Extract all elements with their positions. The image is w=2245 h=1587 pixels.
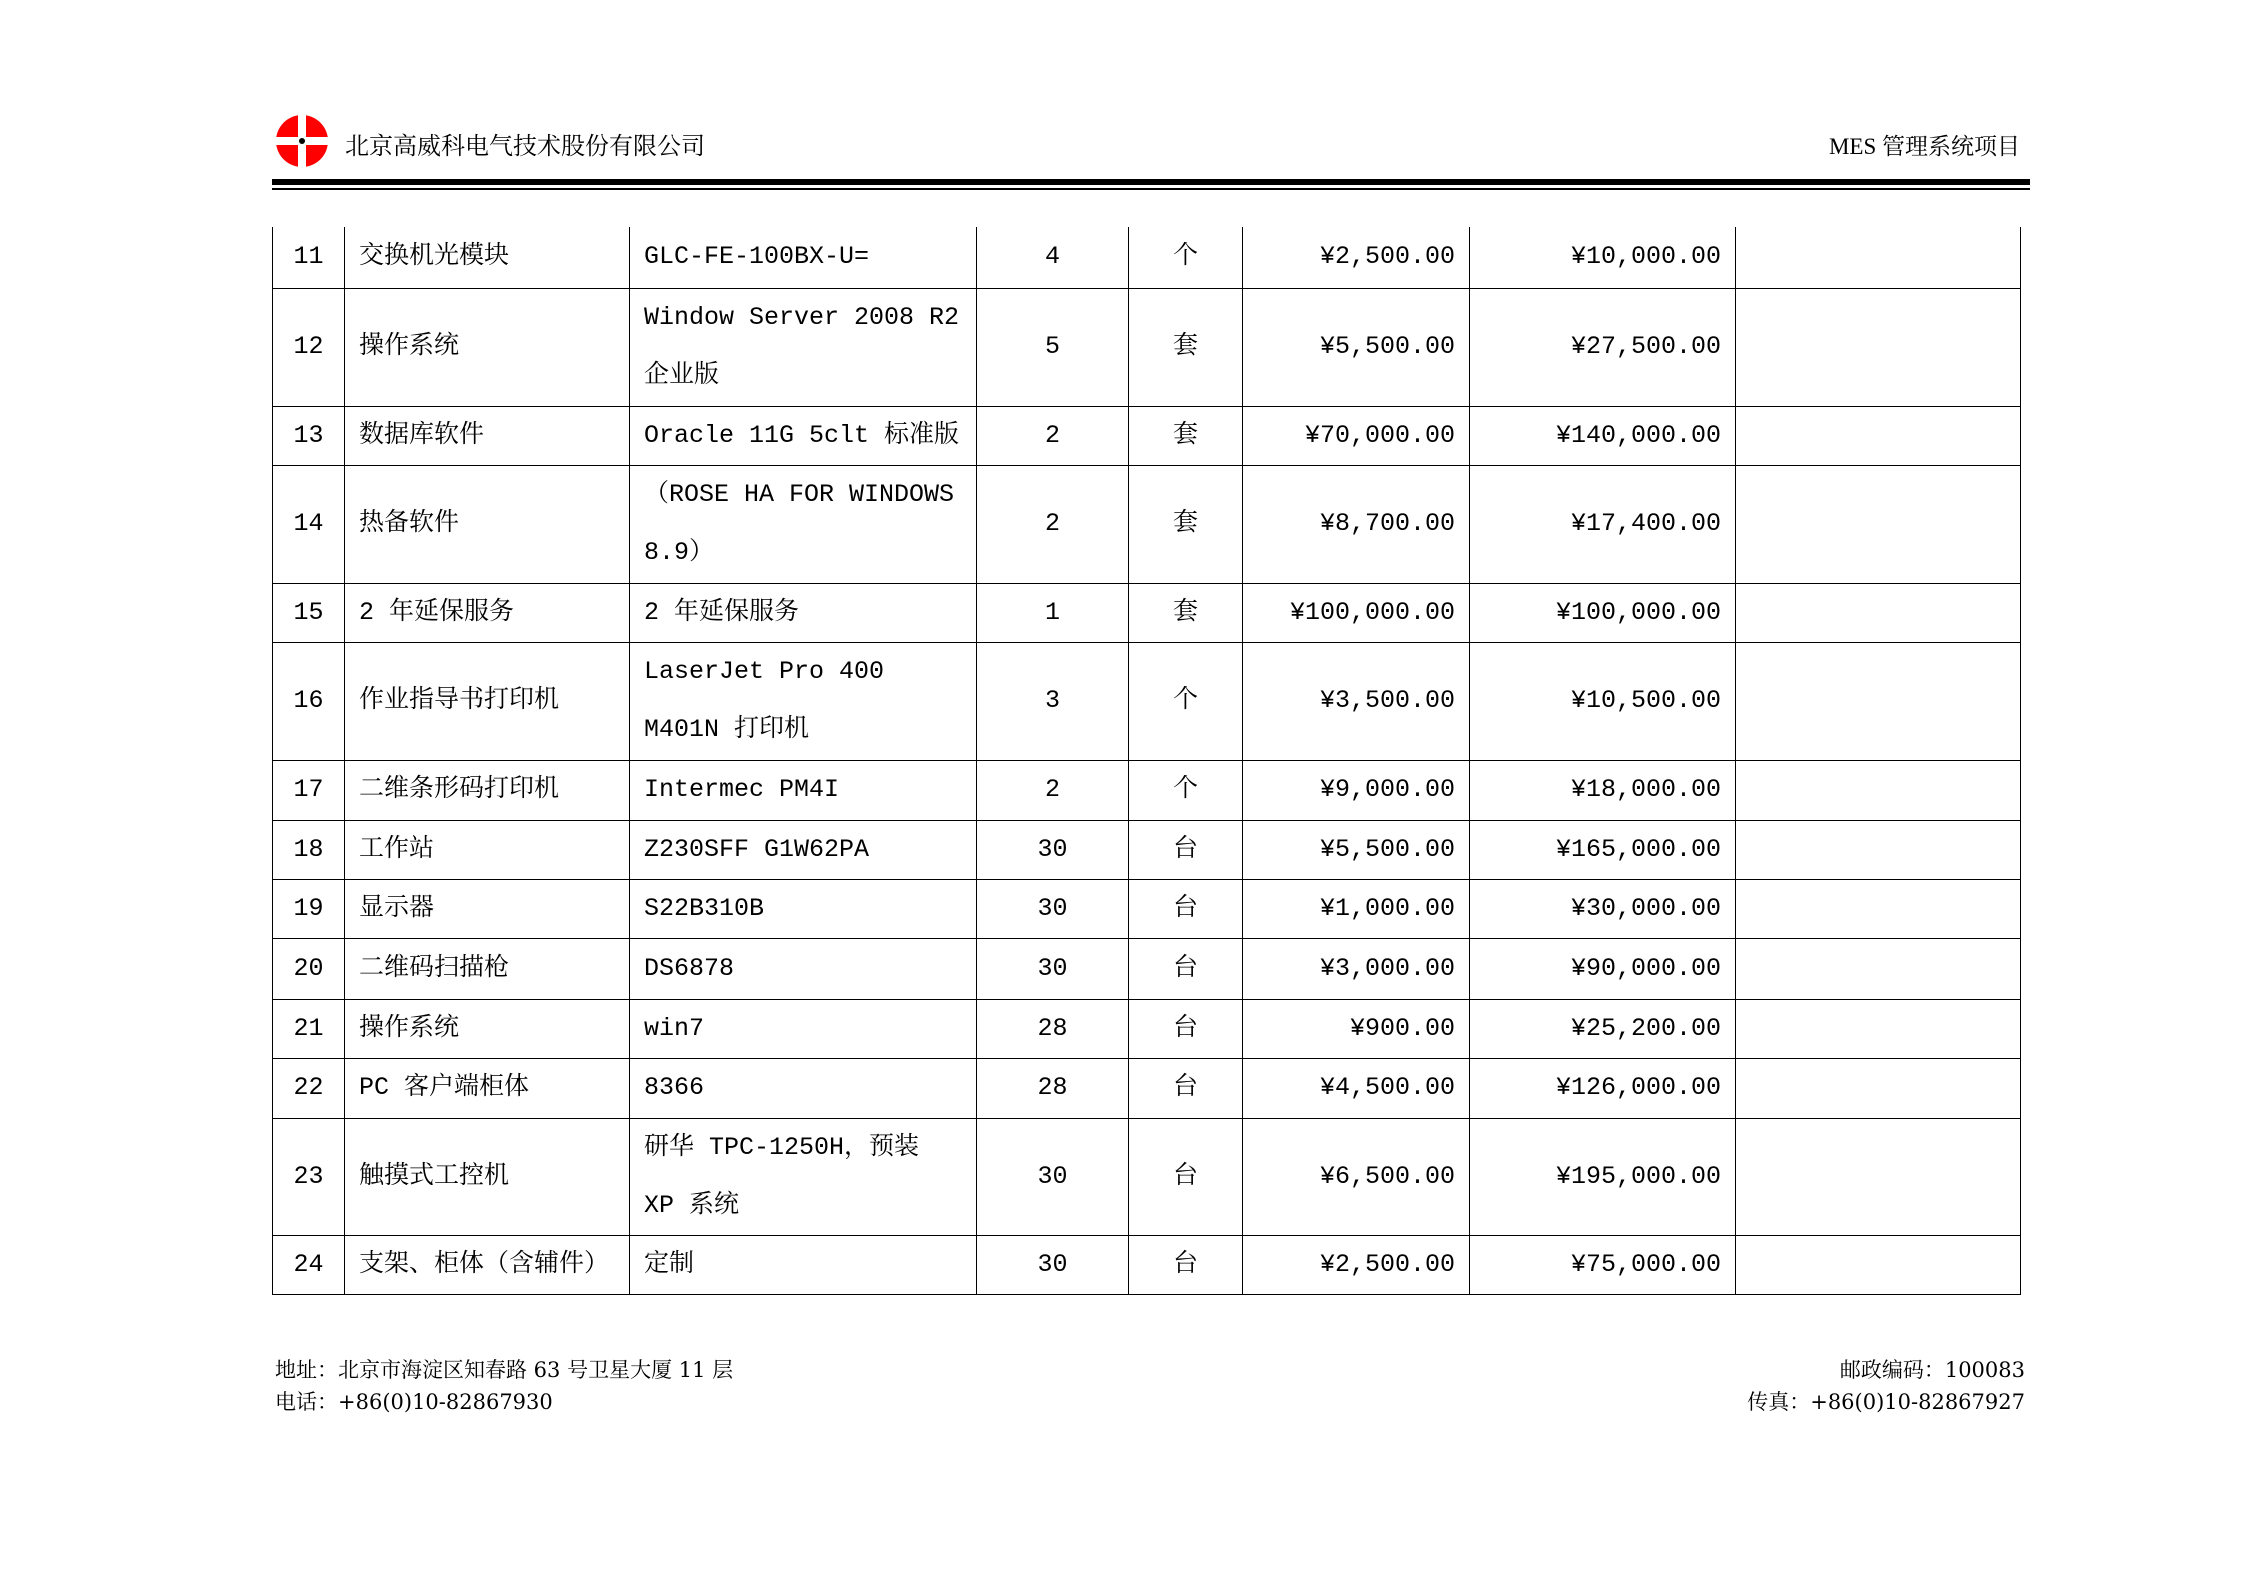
- cell-name: PC 客户端柜体: [345, 1058, 630, 1118]
- cell-model: Window Server 2008 R2 企业版: [630, 288, 977, 406]
- cell-unit: 台: [1129, 820, 1243, 879]
- cell-price: ¥900.00: [1243, 999, 1470, 1058]
- company-name: 北京高威科电气技术股份有限公司: [345, 132, 705, 160]
- cell-model: S22B310B: [630, 879, 977, 938]
- cell-no: 15: [273, 583, 345, 642]
- cell-name: 2 年延保服务: [345, 583, 630, 642]
- table-row: [273, 760, 2021, 820]
- header-rule-thick: [272, 179, 2030, 185]
- cell-total: ¥75,000.00: [1470, 1235, 1736, 1294]
- cell-price: ¥3,500.00: [1243, 642, 1470, 760]
- table-row: [273, 879, 2021, 938]
- table-row: [273, 227, 2021, 288]
- footer-phone: 电话：+86(0)10-82867930: [275, 1390, 553, 1414]
- table-row: [273, 1058, 2021, 1118]
- cell-note: [1736, 406, 2021, 465]
- cell-unit: 台: [1129, 1118, 1243, 1235]
- cell-name: 数据库软件: [345, 406, 630, 465]
- cell-qty: 28: [977, 999, 1129, 1058]
- table-row: [273, 288, 2021, 406]
- cell-model: GLC-FE-100BX-U=: [630, 227, 977, 288]
- cell-total: ¥195,000.00: [1470, 1118, 1736, 1235]
- cell-total: ¥165,000.00: [1470, 820, 1736, 879]
- cell-note: [1736, 938, 2021, 999]
- cell-total: ¥18,000.00: [1470, 760, 1736, 820]
- cell-no: 24: [273, 1235, 345, 1294]
- cell-name: 显示器: [345, 879, 630, 938]
- company-logo-icon: [275, 114, 329, 168]
- table-row: [273, 938, 2021, 999]
- cell-unit: 个: [1129, 760, 1243, 820]
- cell-name: 交换机光模块: [345, 227, 630, 288]
- cell-no: 13: [273, 406, 345, 465]
- cell-model: DS6878: [630, 938, 977, 999]
- cell-note: [1736, 583, 2021, 642]
- footer-postcode: 邮政编码：100083: [1839, 1358, 2025, 1382]
- cell-note: [1736, 820, 2021, 879]
- cell-total: ¥10,000.00: [1470, 227, 1736, 288]
- cell-no: 19: [273, 879, 345, 938]
- cell-note: [1736, 760, 2021, 820]
- cell-name: 操作系统: [345, 288, 630, 406]
- cell-qty: 4: [977, 227, 1129, 288]
- cell-name: 作业指导书打印机: [345, 642, 630, 760]
- cell-qty: 28: [977, 1058, 1129, 1118]
- cell-qty: 30: [977, 1118, 1129, 1235]
- cell-price: ¥2,500.00: [1243, 1235, 1470, 1294]
- cell-unit: 个: [1129, 642, 1243, 760]
- cell-unit: 套: [1129, 288, 1243, 406]
- cell-total: ¥17,400.00: [1470, 465, 1736, 583]
- cell-price: ¥6,500.00: [1243, 1118, 1470, 1235]
- cell-model: （ROSE HA FOR WINDOWS 8.9）: [630, 465, 977, 583]
- cell-no: 16: [273, 642, 345, 760]
- cell-model: win7: [630, 999, 977, 1058]
- project-title: MES 管理系统项目: [1828, 134, 2020, 159]
- cell-unit: 个: [1129, 227, 1243, 288]
- cell-total: ¥126,000.00: [1470, 1058, 1736, 1118]
- cell-qty: 5: [977, 288, 1129, 406]
- footer-address: 地址：北京市海淀区知春路 63 号卫星大厦 11 层: [275, 1358, 734, 1382]
- footer-fax: 传真：+86(0)10-82867927: [1747, 1390, 2025, 1414]
- cell-model: Intermec PM4I: [630, 760, 977, 820]
- cell-price: ¥4,500.00: [1243, 1058, 1470, 1118]
- cell-price: ¥70,000.00: [1243, 406, 1470, 465]
- table-row: [273, 642, 2021, 760]
- cell-no: 11: [273, 227, 345, 288]
- cell-price: ¥3,000.00: [1243, 938, 1470, 999]
- table-row: [273, 465, 2021, 583]
- cell-unit: 套: [1129, 583, 1243, 642]
- cell-unit: 套: [1129, 465, 1243, 583]
- table-row: [273, 999, 2021, 1058]
- cell-total: ¥10,500.00: [1470, 642, 1736, 760]
- cell-price: ¥5,500.00: [1243, 288, 1470, 406]
- cell-name: 触摸式工控机: [345, 1118, 630, 1235]
- cell-model: LaserJet Pro 400 M401N 打印机: [630, 642, 977, 760]
- cell-qty: 3: [977, 642, 1129, 760]
- cell-total: ¥30,000.00: [1470, 879, 1736, 938]
- cell-unit: 套: [1129, 406, 1243, 465]
- cell-name: 操作系统: [345, 999, 630, 1058]
- cell-total: ¥100,000.00: [1470, 583, 1736, 642]
- cell-no: 23: [273, 1118, 345, 1235]
- table-row: [273, 583, 2021, 642]
- header-rule-thin: [272, 188, 2030, 190]
- cell-model: 研华 TPC-1250H，预装 XP 系统: [630, 1118, 977, 1235]
- cell-total: ¥140,000.00: [1470, 406, 1736, 465]
- cell-note: [1736, 1058, 2021, 1118]
- cell-price: ¥9,000.00: [1243, 760, 1470, 820]
- cell-note: [1736, 642, 2021, 760]
- cell-note: [1736, 999, 2021, 1058]
- cell-note: [1736, 1235, 2021, 1294]
- cell-name: 二维码扫描枪: [345, 938, 630, 999]
- cell-total: ¥25,200.00: [1470, 999, 1736, 1058]
- cell-model: 8366: [630, 1058, 977, 1118]
- cell-no: 17: [273, 760, 345, 820]
- cell-total: ¥27,500.00: [1470, 288, 1736, 406]
- cell-model: 定制: [630, 1235, 977, 1294]
- table-row: [273, 1235, 2021, 1294]
- cell-qty: 30: [977, 938, 1129, 999]
- cell-name: 支架、柜体（含辅件）: [345, 1235, 630, 1294]
- cell-no: 14: [273, 465, 345, 583]
- cell-qty: 30: [977, 1235, 1129, 1294]
- cell-price: ¥2,500.00: [1243, 227, 1470, 288]
- cell-price: ¥100,000.00: [1243, 583, 1470, 642]
- table-row: [273, 820, 2021, 879]
- cell-unit: 台: [1129, 938, 1243, 999]
- cell-note: [1736, 879, 2021, 938]
- cell-unit: 台: [1129, 1235, 1243, 1294]
- cell-note: [1736, 227, 2021, 288]
- equipment-table: [272, 227, 2021, 1295]
- cell-qty: 2: [977, 406, 1129, 465]
- cell-qty: 2: [977, 465, 1129, 583]
- cell-name: 工作站: [345, 820, 630, 879]
- cell-price: ¥1,000.00: [1243, 879, 1470, 938]
- cell-qty: 1: [977, 583, 1129, 642]
- cell-no: 22: [273, 1058, 345, 1118]
- cell-model: Oracle 11G 5clt 标准版: [630, 406, 977, 465]
- cell-model: 2 年延保服务: [630, 583, 977, 642]
- cell-unit: 台: [1129, 999, 1243, 1058]
- cell-price: ¥5,500.00: [1243, 820, 1470, 879]
- cell-name: 二维条形码打印机: [345, 760, 630, 820]
- cell-no: 18: [273, 820, 345, 879]
- cell-no: 21: [273, 999, 345, 1058]
- cell-no: 20: [273, 938, 345, 999]
- cell-note: [1736, 1118, 2021, 1235]
- cell-note: [1736, 288, 2021, 406]
- cell-price: ¥8,700.00: [1243, 465, 1470, 583]
- cell-unit: 台: [1129, 1058, 1243, 1118]
- cell-unit: 台: [1129, 879, 1243, 938]
- cell-qty: 30: [977, 820, 1129, 879]
- cell-model: Z230SFF G1W62PA: [630, 820, 977, 879]
- table-row: [273, 1118, 2021, 1235]
- cell-note: [1736, 465, 2021, 583]
- table-row: [273, 406, 2021, 465]
- cell-qty: 2: [977, 760, 1129, 820]
- cell-name: 热备软件: [345, 465, 630, 583]
- cell-total: ¥90,000.00: [1470, 938, 1736, 999]
- cell-no: 12: [273, 288, 345, 406]
- cell-qty: 30: [977, 879, 1129, 938]
